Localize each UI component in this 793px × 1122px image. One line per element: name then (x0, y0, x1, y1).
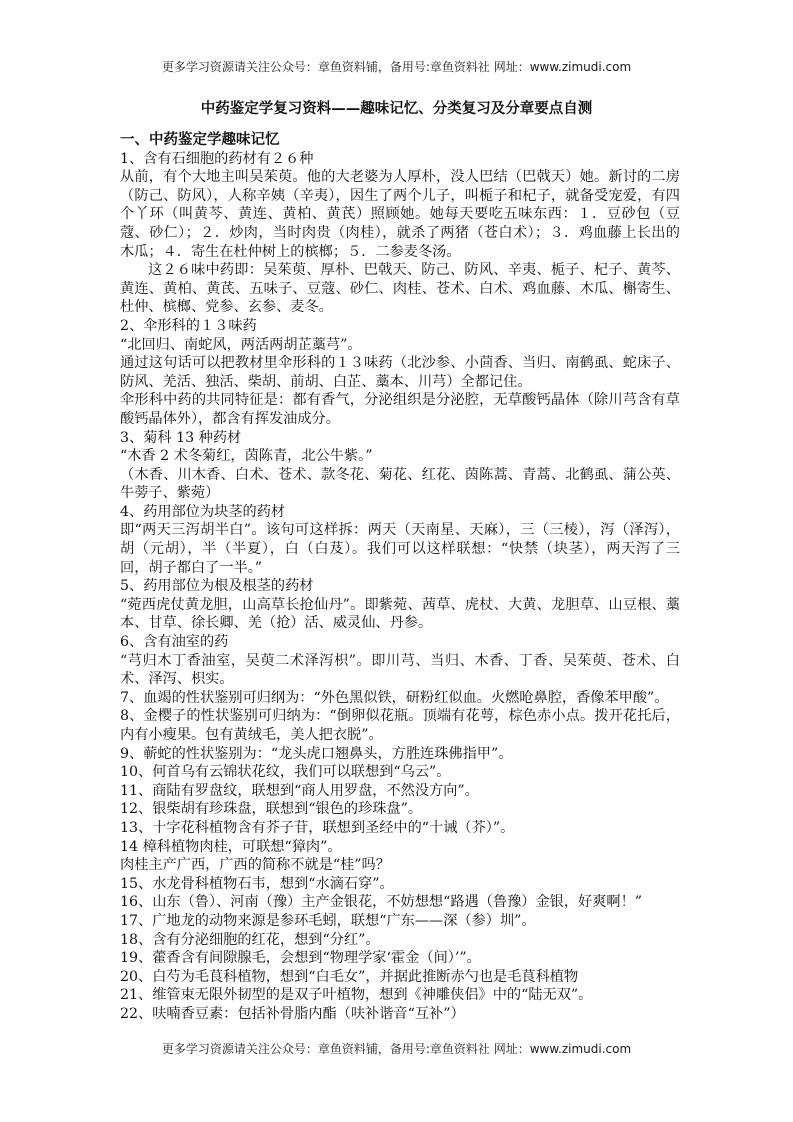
paragraph: 7、血竭的性状鉴别可归纲为：“外色黑似铁，研粉红似血。火燃呛鼻腔，香像苯甲酸”。 (120, 689, 669, 706)
paragraph: （木香、川木香、白术、苍术、款冬花、菊花、红花、茵陈蒿、青蒿、北鹤虱、蒲公英、牛蒡子、紫菀） (120, 466, 680, 502)
paragraph: 6、含有油室的药 (120, 634, 229, 651)
paragraph: “芎归木丁香油室，吴萸二术泽泻枳”。即川芎、当归、木香、丁香、吴茱萸、苍术、白术、泽泻、枳实。 (120, 652, 680, 688)
paragraph: 12、银柴胡有珍珠盘，联想到“银色的珍珠盘”。 (120, 801, 423, 818)
paragraph: 从前，有个大地主叫吴茱萸。他的大老婆为人厚朴，没人巴结（巴戟天）她。新讨的二房（防己、防风），人称辛姨（辛夷），因生了两个儿子，叫栀子和杞子，就备受宠爱，有四个丫环（叫黄芩、黄连、黄柏、黄芪）照顾她。她每天要吃五味东西：１．豆砂包（豆蔻、砂仁）；２．炒肉，当时肉贵（肉桂），就杀了两猪（苍白术）；３．鸡血藤上长出的木瓜；４．寄生在杜仲树上的槟榔；５．二参麦冬汤。 (120, 169, 680, 260)
paragraph: 1、含有石细胞的药材有２６种 (120, 150, 314, 167)
paragraph: 10、何首乌有云锦状花纹，我们可以联想到“乌云”。 (120, 764, 451, 781)
paragraph: 9、蕲蛇的性状鉴别为：“龙头虎口翘鼻头，方胜连珠佛指甲”。 (120, 745, 513, 762)
paragraph: 14 樟科植物肉桂，可联想“獐肉”。 (120, 838, 342, 855)
paragraph: 4、药用部位为块茎的药材 (120, 503, 286, 520)
paragraph: 这２６味中药即：吴茱萸、厚朴、巴戟天、防己、防风、辛夷、栀子、杞子、黄芩、黄连、黄柏、黄芪、五味子、豆蔻、砂仁、肉桂、苍术、白术、鸡血藤、木瓜、槲寄生、杜仲、槟榔、党参、玄参、麦冬。 (120, 262, 680, 316)
document-body (120, 131, 680, 1024)
paragraph: 13、十字花科植物含有芥子苷，联想到圣经中的“十诫（芥）”。 (120, 819, 515, 836)
paragraph: 8、金樱子的性状鉴别可归纳为：“倒卵似花瓶。顶端有花萼，棕色赤小点。拨开花托后，内有小瘦果。包有黄绒毛，美人把衣脱”。 (120, 708, 680, 743)
paragraph: “菀西虎仗黄龙胆，山高草长抢仙丹”。即紫菀、茜草、虎杖、大黄、龙胆草、山豆根、藁本、甘草、徐长卿、羌（抢）活、威灵仙、丹参。 (120, 596, 680, 632)
section-heading: 一、中药鉴定学趣味记忆 (120, 132, 280, 148)
paragraph: 5、药用部位为根及根茎的药材 (120, 578, 314, 595)
paragraph: 18、含有分泌细胞的红花，想到“分红”。 (120, 931, 380, 948)
paragraph: 通过这句话可以把教材里伞形科的１３味药（北沙参、小茴香、当归、南鹤虱、蛇床子、防风、羌活、独活、柴胡、前胡、白芷、藁本、川芎）全都记住。 (120, 355, 680, 390)
paragraph: 20、白芍为毛茛科植物，想到“白毛女”，并据此推断赤勺也是毛茛科植物 (120, 968, 579, 985)
paragraph: 即“两天三泻胡半白”。该句可这样拆：两天（天南星、天麻），三（三棱），泻（泽泻），胡（元胡），半（半夏），白（白芨）。我们可以这样联想：“快禁（块茎），两天泻了三回，胡子都白了一半。” (120, 522, 680, 576)
paragraph: 伞形科中药的共同特征是：都有香气，分泌组织是分泌腔，无草酸钙晶体（除川芎含有草酸钙晶体外），都含有挥发油成分。 (120, 392, 680, 427)
page-footer: 更多学习资源请关注公众号：章鱼资料铺，备用号:章鱼资料社 网址：www.zimudi.com (161, 1042, 632, 1056)
paragraph: 19、藿香含有间隙腺毛，会想到“物理学家‘霍金（间）’”。 (120, 950, 481, 967)
paragraph: 3、菊科 13 种药材 (120, 429, 242, 446)
paragraph: “木香 2 术冬菊红，茵陈青，北公牛紫。” (120, 448, 373, 465)
paragraph: 16、山东（鲁）、河南（豫）主产金银花，不妨想想“路遇（鲁豫）金银，好爽啊！” (120, 894, 643, 911)
paragraph: 15、水龙骨科植物石韦，想到“水滴石穿”。 (120, 875, 394, 892)
paragraph: 21、维管束无限外韧型的是双子叶植物，想到《神雕侠侣》中的“陆无双”。 (120, 987, 593, 1004)
paragraph: 肉桂主产广西，广西的简称不就是“桂”吗？ (120, 857, 390, 874)
paragraph: 2、伞形科的１３味药 (120, 317, 257, 334)
page-header: 更多学习资源请关注公众号：章鱼资料铺，备用号:章鱼资料社 网址：www.zimudi.com (161, 60, 632, 74)
document-title: 中药鉴定学复习资料——趣味记忆、分类复习及分章要点自测 (200, 101, 593, 117)
paragraph: “北回归、南蛇风，两活两胡芷藁芎”。 (120, 336, 362, 353)
paragraph: 11、商陆有罗盘纹，联想到“商人用罗盘，不然没方向”。 (120, 782, 479, 799)
paragraph: 17、广地龙的动物来源是参环毛蚓，联想“广东——深（参）圳”。 (120, 912, 536, 929)
paragraph: 22、呋喃香豆素：包括补骨脂内酯（呋补谐音“互补”） (120, 1005, 465, 1022)
